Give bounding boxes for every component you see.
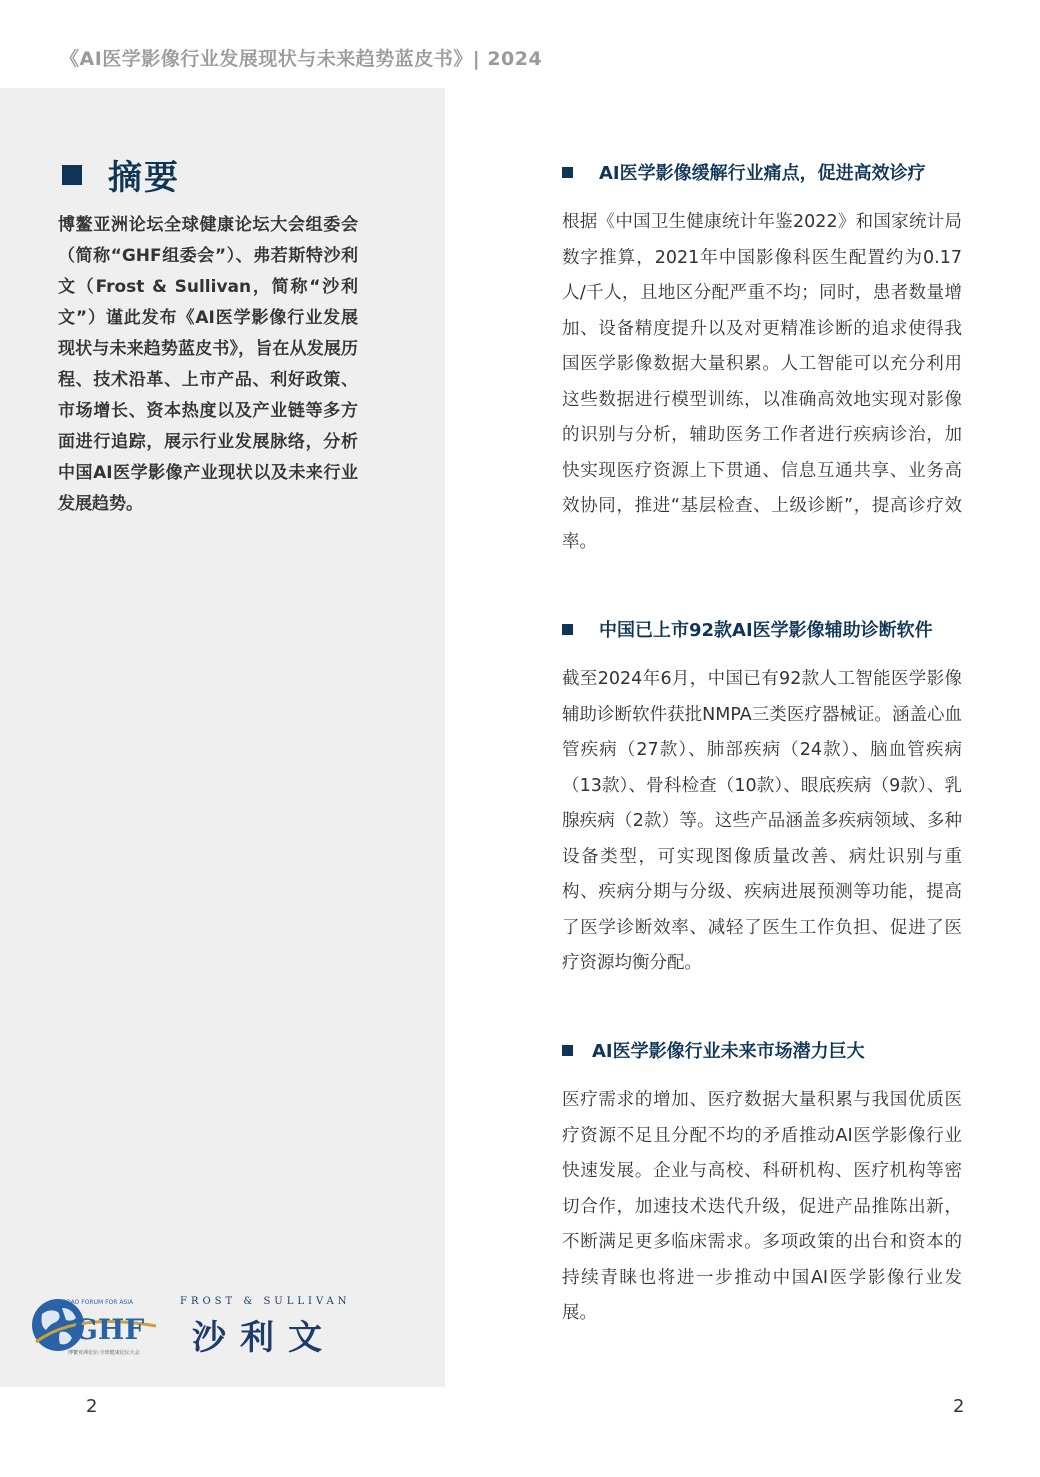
section-1-title: AI医学影像缓解行业痛点，促进高效诊疗 (599, 163, 926, 184)
ghf-logo (28, 1290, 178, 1360)
section-1-body: 根据《中国卫生健康统计年鉴2022》和国家统计局数字推算，2021年中国影像科医生配置约为0.17人/千人，且地区分配严重不均；同时，患者数量增加、设备精度提升以及对更精准诊断的追求使得我国医学影像数据大量积累。人工智能可以充分利用这些数据进行模型训练，以准确高效地实现对影像的识别与分析，辅助医务工作者进行疾病诊治，加快实现医疗资源上下贯通、信息互通共享、业务高效协同，推进“基层检查、上级诊断”，提高诊疗效率。 (562, 212, 962, 552)
frost-sullivan-en: FROST & SULLIVAN (180, 1296, 351, 1307)
square-bullet-icon (562, 167, 573, 178)
square-bullet-icon (62, 165, 82, 185)
section-1 (562, 157, 962, 560)
section-2-title: 中国已上市92款AI医学影像辅助诊断软件 (599, 620, 933, 641)
section-3-body: 医疗需求的增加、医疗数据大量积累与我国优质医疗资源不足且分配不均的矛盾推动AI医学影像行业快速发展。企业与高校、科研机构、医疗机构等密切合作，加速技术迭代升级，促进产品推陈出新，不断满足更多临床需求。多项政策的出台和资本的持续青睐也将进一步推动中国AI医学影像行业发展。 (562, 1090, 962, 1323)
svg-text:BOAO FORUM FOR ASIA: BOAO FORUM FOR ASIA (62, 1299, 134, 1306)
section-3 (562, 1035, 962, 1332)
square-bullet-icon (562, 1045, 573, 1056)
globe-icon (28, 1290, 178, 1360)
abstract-heading (62, 150, 180, 199)
section-1-heading (562, 157, 962, 187)
abstract-body: 博鳌亚洲论坛全球健康论坛大会组委会（简称“GHF组委会”）、弗若斯特沙利文（Frost & Sullivan，简称“沙利文”）谨此发布《AI医学影像行业发展现状与未来趋势蓝皮书》，旨在从发展历程、技术沿革、上市产品、利好政策、市场增长、资本热度以及产业链等多方面进行追踪，展示行业发展脉络，分析中国AI医学影像产业现状以及未来行业发展趋势。 (58, 215, 358, 514)
section-2 (562, 614, 962, 982)
section-2-body: 截至2024年6月，中国已有92款人工智能医学影像辅助诊断软件获批NMPA三类医疗器械证。涵盖心血管疾病（27款）、肺部疾病（24款）、脑血管疾病（13款）、骨科检查（10款）、眼底疾病（9款）、乳腺疾病（2款）等。这些产品涵盖多疾病领域、多种设备类型，可实现图像质量改善、病灶识别与重构、疾病分期与分级、疾病进展预测等功能，提高了医学诊断效率、减轻了医生工作负担、促进了医疗资源均衡分配。 (562, 669, 962, 973)
svg-text:博鳌亚洲论坛·全球健康论坛大会: 博鳌亚洲论坛·全球健康论坛大会 (68, 1350, 140, 1356)
logo-strip (28, 1290, 373, 1360)
page-number-right: 2 (953, 1396, 965, 1417)
document-header-title: 《AI医学影像行业发展现状与未来趋势蓝皮书》| 2024 (60, 48, 543, 70)
section-3-title: AI医学影像行业未来市场潜力巨大 (592, 1041, 865, 1062)
square-bullet-icon (562, 624, 573, 635)
section-3-heading (562, 1035, 962, 1065)
abstract-title: 摘要 (108, 158, 180, 198)
svg-text:GHF: GHF (74, 1313, 145, 1346)
frost-sullivan-cn: 沙利文 (192, 1318, 336, 1358)
section-2-heading (562, 614, 962, 644)
frost-sullivan-logo (178, 1296, 373, 1358)
page-number-left: 2 (86, 1396, 98, 1417)
